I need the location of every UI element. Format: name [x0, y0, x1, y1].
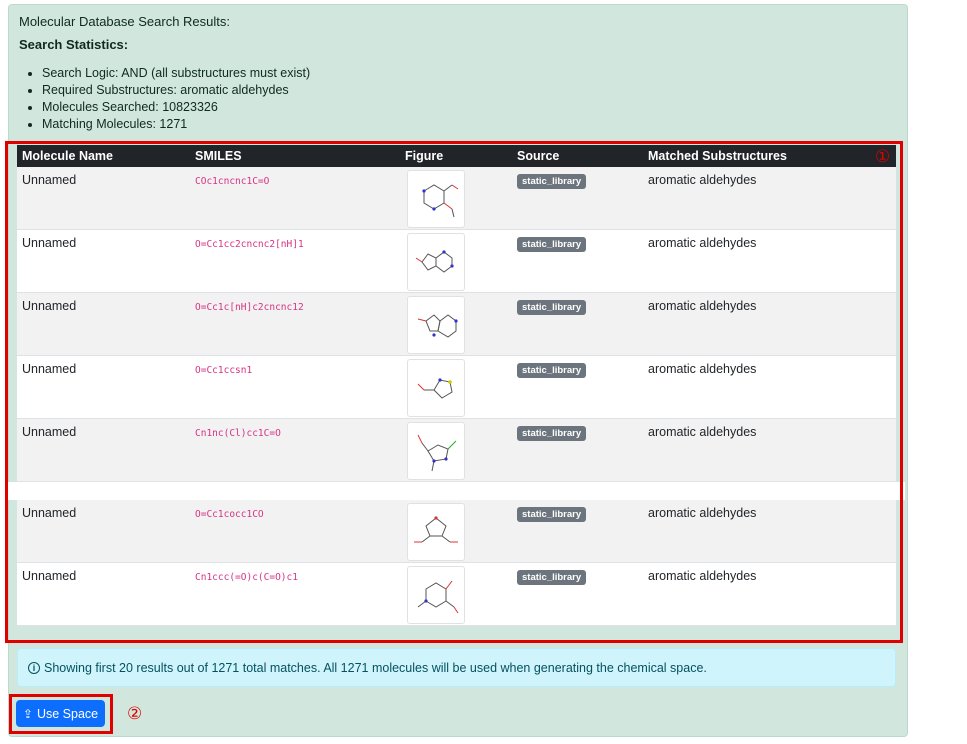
molecule-name: Unnamed	[22, 362, 77, 376]
matched-substructures: aromatic aldehydes	[648, 506, 757, 520]
smiles-value: O=Cc1cc2cncnc2[nH]1	[195, 239, 304, 250]
molecule-name: Unnamed	[22, 299, 77, 313]
molecule-name: Unnamed	[22, 569, 77, 583]
matched-substructures: aromatic aldehydes	[648, 425, 757, 439]
smiles-value: Cn1ccc(=O)c(C=O)c1	[195, 572, 298, 583]
header-figure: Figure	[405, 149, 444, 163]
matched-substructures: aromatic aldehydes	[648, 236, 757, 250]
molecule-name: Unnamed	[22, 173, 77, 187]
smiles-value: O=Cc1ccsn1	[195, 365, 253, 376]
stats-list	[42, 65, 310, 133]
matched-substructures: aromatic aldehydes	[648, 362, 757, 376]
source-badge: static_library	[517, 174, 586, 189]
use-space-label: Use Space	[36, 706, 99, 721]
page-title: Molecular Database Search Results:	[19, 14, 230, 29]
matched-substructures: aromatic aldehydes	[648, 299, 757, 313]
molecule-name: Unnamed	[22, 506, 77, 520]
header-source: Source	[517, 149, 560, 163]
stat-matching-molecules: • Matching Molecules: 1271	[42, 116, 310, 133]
stat-molecules-searched: • Molecules Searched: 10823326	[42, 99, 310, 116]
annotation-mark-2: ②	[127, 704, 143, 724]
smiles-value: Cn1nc(Cl)cc1C=O	[195, 428, 281, 439]
matched-substructures: aromatic aldehydes	[648, 173, 757, 187]
highlight-box-button	[9, 694, 113, 734]
stats-heading: Search Statistics:	[19, 37, 129, 52]
source-badge: static_library	[517, 507, 586, 522]
molecule-name: Unnamed	[22, 425, 77, 439]
smiles-value: COc1cncnc1C=O	[195, 176, 270, 187]
source-badge: static_library	[517, 237, 586, 252]
stat-required-substructures: • Required Substructures: aromatic aldehydes	[42, 82, 310, 99]
source-badge: static_library	[517, 570, 586, 585]
smiles-value: O=Cc1cocc1CO	[195, 509, 264, 520]
smiles-value: O=Cc1c[nH]c2cncnc12	[195, 302, 304, 313]
stat-search-logic: • Search Logic: AND (all substructures must exist)	[42, 65, 310, 82]
source-badge: static_library	[517, 426, 586, 441]
upload-icon: ⇪	[22, 706, 33, 721]
molecule-name: Unnamed	[22, 236, 77, 250]
header-smiles: SMILES	[195, 149, 242, 163]
highlight-box-results	[5, 141, 903, 643]
source-badge: static_library	[517, 300, 586, 315]
matched-substructures: aromatic aldehydes	[648, 569, 757, 583]
info-circle-icon: i	[28, 662, 40, 674]
source-badge: static_library	[517, 363, 586, 378]
annotation-mark-1: ①	[875, 147, 891, 167]
info-alert	[17, 648, 896, 687]
info-text: Showing first 20 results out of 1271 total matches. All 1271 molecules will be used when generating the chemical space.	[44, 660, 707, 675]
header-matched-substructures: Matched Substructures	[648, 149, 787, 163]
header-molecule-name: Molecule Name	[22, 149, 114, 163]
